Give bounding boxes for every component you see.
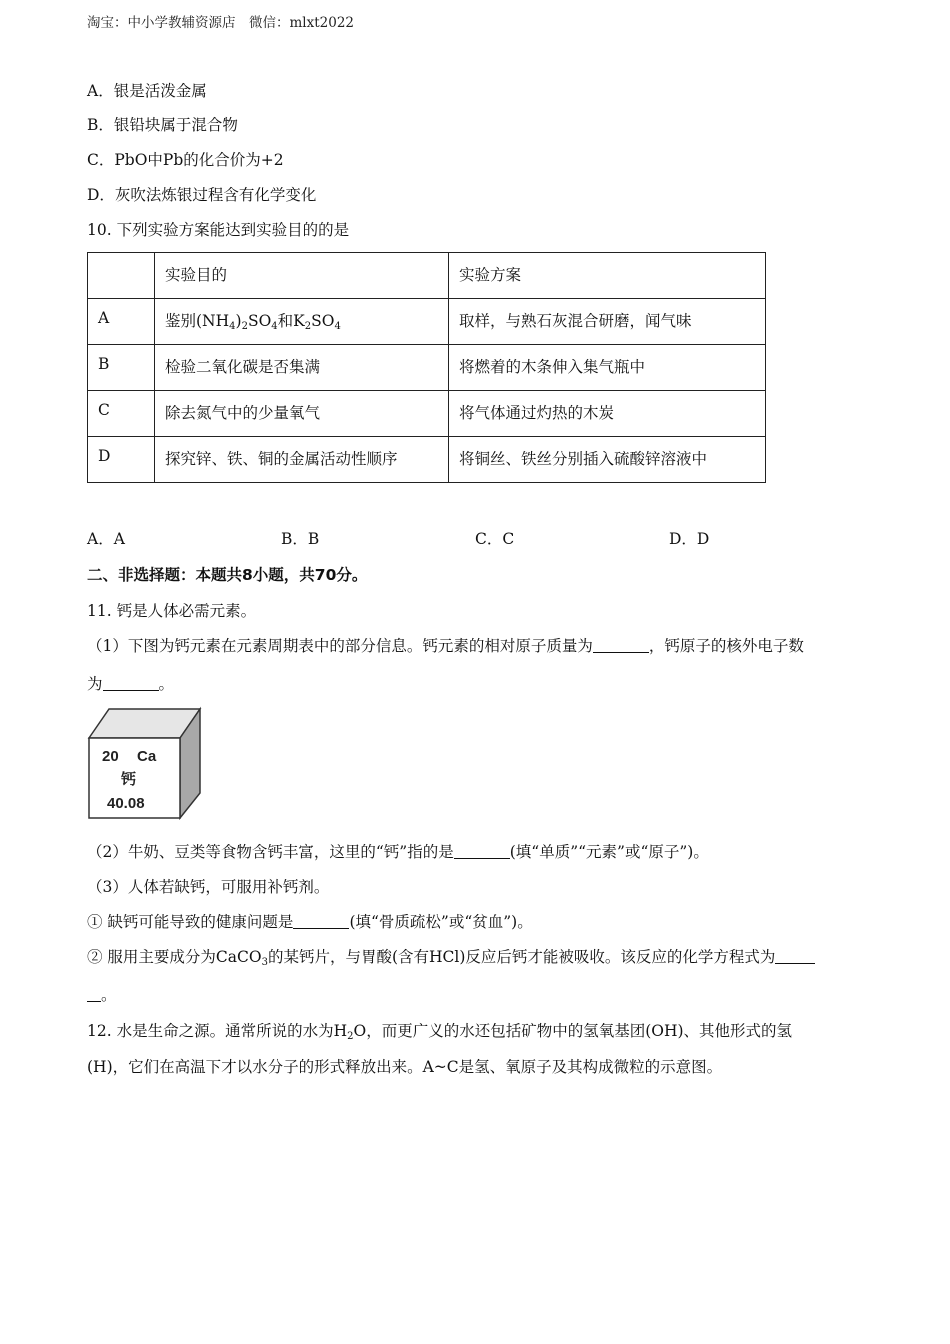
table-row [88, 437, 766, 483]
calcium-element-tile [87, 705, 202, 820]
q11-part2: （2）牛奶、豆类等食物含钙丰富，这里的“钙”指的是 (填“单质”“元素”或“原子”)。 [87, 843, 709, 861]
row-purpose: 检验二氧化碳是否集满 [155, 345, 449, 391]
row-key: C [88, 391, 155, 437]
answer-blank [293, 913, 349, 929]
row-key: D [88, 437, 155, 483]
page-header: 淘宝：中小学教辅资源店 微信：mlxt2022 [87, 15, 355, 31]
table-header-cell: 实验目的 [155, 253, 449, 299]
answer-blank [775, 948, 815, 964]
row-plan: 取样，与熟石灰混合研磨，闻气味 [449, 299, 766, 345]
table-row [88, 391, 766, 437]
element-number: 20 [102, 748, 119, 765]
q9-option-c: C．PbO中Pb的化合价为+2 [87, 151, 284, 169]
answer-blank [593, 637, 649, 653]
experiment-table [87, 252, 766, 483]
q12-line2: (H)，它们在高温下才以水分子的形式释放出来。A~C是氢、氧原子及其构成微粒的示意图。 [87, 1058, 723, 1076]
answer-blank [454, 843, 510, 859]
q10-choice-c: C．C [475, 530, 515, 548]
q10-choice-b: B．B [281, 530, 320, 548]
row-key: A [88, 299, 155, 345]
row-purpose: 探究锌、铁、铜的金属活动性顺序 [155, 437, 449, 483]
table-header-cell: 实验方案 [449, 253, 766, 299]
q11-part1-line1: （1）下图为钙元素在元素周期表中的部分信息。钙元素的相对原子质量为 ，钙原子的核外电子数 [87, 637, 804, 655]
q11-stem: 11. 钙是人体必需元素。 [87, 602, 257, 620]
q11-part3-2-line1: ② 服用主要成分为CaCO$_3$的某钙片，与胃酸(含有HCl)反应后钙才能被吸收。该反应的化学方程式为 [87, 946, 815, 974]
table-header-row [88, 253, 766, 299]
q10-choice-d: D．D [669, 530, 710, 548]
row-purpose: 鉴别$(NH_4)_2SO_4$和$K_2SO_4$ [155, 299, 449, 345]
q11-part3: （3）人体若缺钙，可服用补钙剂。 [87, 878, 330, 896]
q9-option-b: B．银铅块属于混合物 [87, 116, 238, 134]
row-plan: 将气体通过灼热的木炭 [449, 391, 766, 437]
row-purpose: 除去氮气中的少量氧气 [155, 391, 449, 437]
q10-stem: 10. 下列实验方案能达到实验目的的是 [87, 221, 350, 239]
row-plan: 将燃着的木条伸入集气瓶中 [449, 345, 766, 391]
q11-part3-2-line2: 。 [87, 984, 117, 1006]
q9-option-d: D．灰吹法炼银过程含有化学变化 [87, 186, 317, 204]
section-title: 二、非选择题：本题共8小题，共70分。 [87, 566, 368, 584]
element-symbol: Ca [137, 748, 157, 765]
row-plan: 将铜丝、铁丝分别插入硫酸锌溶液中 [449, 437, 766, 483]
answer-blank [87, 986, 101, 1002]
q11-part3-1: ① 缺钙可能导致的健康问题是 (填“骨质疏松”或“贫血”)。 [87, 913, 533, 931]
row-key: B [88, 345, 155, 391]
table-row [88, 345, 766, 391]
q9-option-a: A．银是活泼金属 [87, 82, 207, 100]
table-header-cell [88, 253, 155, 299]
q12-line1: 12. 水是生命之源。通常所说的水为$H_2O$，而更广义的水还包括矿物中的氢氧基团(OH)、其他形式的氢 [87, 1022, 793, 1042]
q10-choice-a: A．A [87, 530, 125, 548]
element-mass: 40.08 [107, 795, 145, 812]
table-row [88, 299, 766, 345]
element-name: 钙 [121, 770, 137, 788]
answer-blank [103, 675, 159, 691]
q11-part1-line2: 为 。 [87, 675, 175, 693]
